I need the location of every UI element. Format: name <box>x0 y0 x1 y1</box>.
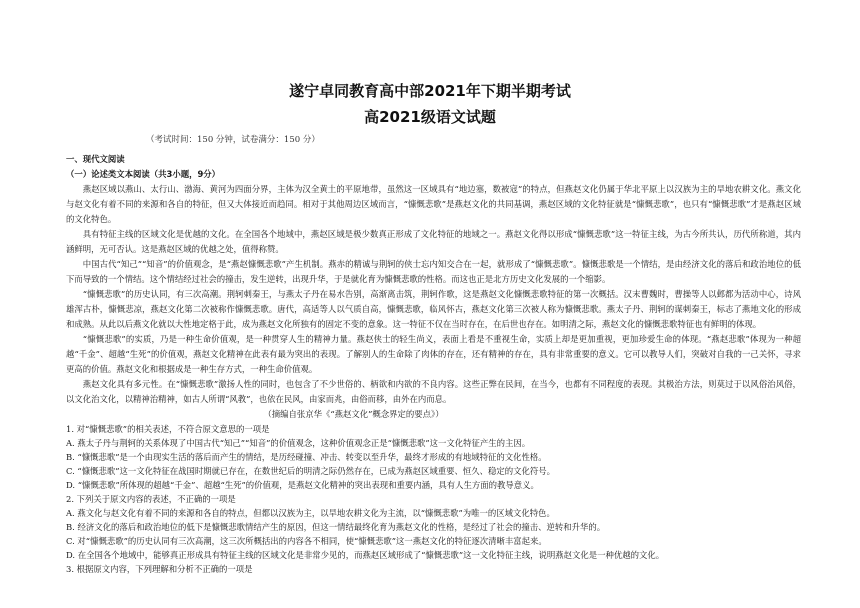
question-option: C. “慷慨悲歌”这一文化特征在战国时期就已存在，在数世纪后的明清之际仍然存在，已成为燕赵区域重要、恒久、稳定的文化符号。 <box>66 466 555 476</box>
question-option: C. 对“慷慨悲歌”的历史认同有三次高潮，这三次所概括出的内容各不相同，使“慷慨悲歌”这一燕赵文化的特征逐次清晰丰富起来。 <box>66 536 547 546</box>
question-option: A. 燕文化与赵文化有着不同的来源和各自的特点，但都以汉族为主，以旱地农耕文化为主流，以“慷慨悲歌”为唯一的区域文化特色。 <box>66 508 555 518</box>
question-option: D. “慷慨悲歌”所体现的超越“千金”、超越“生死”的价值观，是燕赵文化精神的突出表现和重要内涵，具有人生方面的教导意义。 <box>66 480 539 490</box>
exam-info: （考试时间：150 分钟，试卷满分：150 分） <box>146 135 320 145</box>
passage-source: （摘编自张京华《“燕赵文化”概念界定的要点》） <box>263 409 444 419</box>
passage-paragraph: 中国古代“知己”“知音”的价值观念，是“燕赵慷慨悲歌”产生机制。燕赤的精诚与荆轲的侠士忘内知交合在一起，就形成了“慷慨悲歌”。慷慨悲歌是一个情结，是由经济文化的落后和政治地位的低下而导致的一个情结。这个情结经过社会的撞击，发生逆转，出现升华，于是就化育为慷慨悲歌的性格。而这也正是北方历史文化发展的一个缩影。 <box>66 259 801 284</box>
exam-title: 遂宁卓同教育高中部2021年下期半期考试 <box>289 82 571 100</box>
passage-paragraph: 具有特征主线的区域文化是优越的文化。在全国各个地域中，燕赵区域是极少数真正形成了文化特征的地域之一。燕赵文化得以形成“慷慨悲歌”这一特征主线，为古今所共认，历代所称道，其内涵鲜明，无可否认。这是燕赵区域的优越之处，值得称赞。 <box>66 229 801 254</box>
passage-paragraph: “慷慨悲歌”的历史认同，有三次高潮。荆轲刺秦王，与燕太子丹在易水告别，高渐离击筑，荆轲作歌，这是燕赵文化慷慨悲歌特征的第一次概括。汉末曹魏时，曹操等人以邺都为活动中心，诗风雄浑古朴，慷慨悲凉，燕赵文化第二次被称作慷慨悲歌。唐代，高适等人以气质自高，慷慨悲歌，临风怀古，燕赵文化第三次被人称为慷慨悲歌。燕太子丹、荆轲的谋刺秦王，标志了燕地文化的形成和成熟。从此以后燕文化就以大性地定格于此，成为燕赵文化所独有的固定不变的意象。这一特征不仅在当时存在，在后世也存在。如明清之际，燕赵文化的慷慨悲歌特征也有鲜明的体现。 <box>66 289 801 329</box>
question-option: D. 在全国各个地域中，能够真正形成具有特征主线的区域文化是非常少见的，而燕赵区域形成了“慷慨悲歌”这一文化特征主线，说明燕赵文化是一种优越的文化。 <box>66 550 665 560</box>
passage-paragraph: “慷慨悲歌”的实质，乃是一种生命价值观，是一种贯穿人生的精神力量。燕赵侠士的轻生尚义，表面上看是不重视生命，实质上却是更加重视，更加珍爱生命的体现。“燕赵悲歌”体现为一种超越“千金”、超越“生死”的价值观，燕赵文化精神在此表有最为突出的表现。了解别人的生命除了肉体的存在，还有精神的存在，具有非常重要的意义。它可以教导人们，突破对自我的一己关怀，寻求更高的价值。燕赵文化和根据成是一种生存方式，一种生命价值观。 <box>66 334 801 374</box>
question-stem: 2. 下列关于原文内容的表述，不正确的一项是 <box>66 494 236 504</box>
subsection-heading: （一）论述类文本阅读（共3小题，9分） <box>66 169 221 179</box>
passage-paragraph: 燕赵区域以燕山、太行山、渤海、黄河为四面分界，主体为汉全黄土的平原地带，虽然这一区域具有“地边塞，数被寇”的特点，但燕赵文化仍属于华北平原上以汉族为主的旱地农耕文化。燕文化与赵文化有着不同的来源和各自的特征，但又大体接近而趋同。相对于其他周边区域而言，“慷慨悲歌”是燕赵文化的共同基调，燕赵区域的文化特征就是“慷慨悲歌”，也只有“慷慨悲歌”才是燕赵区域的文化特色。 <box>66 184 801 224</box>
passage-paragraph: 燕赵文化具有多元性。在“慷慨悲歌”激扬人性的同时，也包含了不少世俗的、柄欲和内欲的不良内容。这些正弊在民间，在当今，也都有不同程度的表现。其极治方法，则莫过于以风俗治风俗，以文化治文化，以精神治精神，如古人所谓“风教”，也依在民风，由家而兆，由俗而移，由外在内而息。 <box>66 379 801 404</box>
section-heading: 一、现代文阅读 <box>66 154 125 164</box>
exam-subtitle: 高2021级语文试题 <box>364 108 496 126</box>
question-option: B. “慷慨悲歌”是一个由现实生活的落后而产生的情结，是历经碰撞、冲击、转变以至升华，最终才形成的有地域特征的文化性格。 <box>66 452 547 462</box>
question-stem: 3. 根据原文内容，下列理解和分析不正确的一项是 <box>66 564 253 574</box>
question-option: A. 燕太子丹与荆轲的关系体现了中国古代“知己”“知音”的价值观念，这种价值观念正是“慷慨悲歌”这一文化特征产生的主因。 <box>66 438 531 448</box>
question-option: B. 经济文化的落后和政治地位的低下是慷慨悲歌情结产生的原因，但这一情结最终化育为燕赵文化的性格，是经过了社会的撞击、逆转和升华的。 <box>66 522 606 532</box>
question-stem: 1. 对“慷慨悲歌”的相关表述，不符合原文意思的一项是 <box>66 424 270 434</box>
exam-body <box>66 152 801 576</box>
